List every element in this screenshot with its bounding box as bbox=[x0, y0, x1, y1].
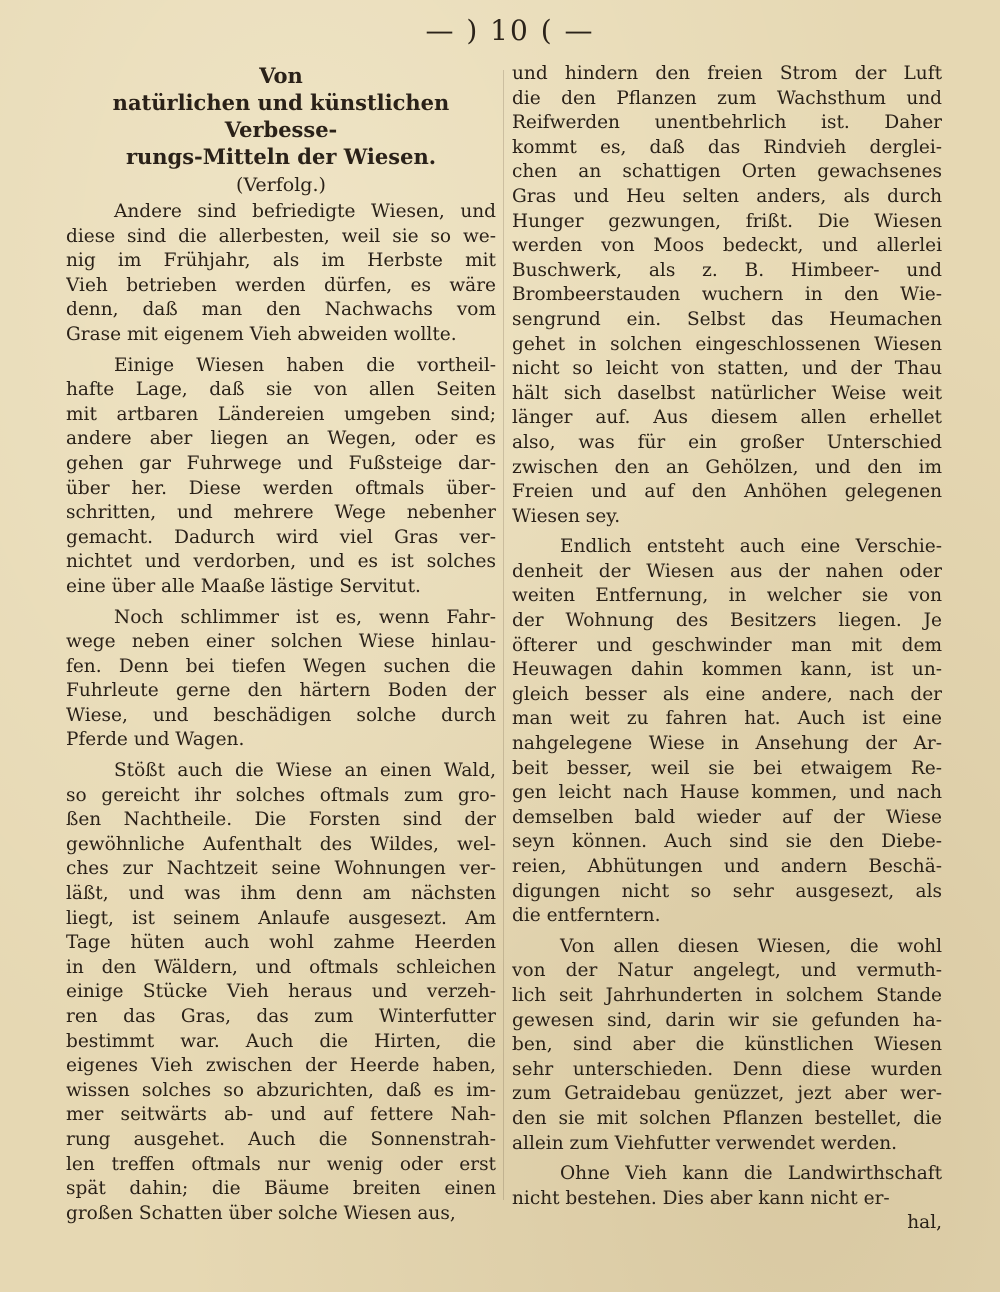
text-line: Heuwagen dahin kommen kann, ist un- bbox=[512, 659, 942, 681]
text-line: Pferde und Wagen. bbox=[66, 729, 245, 751]
text-line: ches zur Nachtzeit seine Wohnungen ver- bbox=[66, 858, 496, 880]
text-line: Buschwerk, als z. B. Himbeer- und bbox=[512, 259, 942, 281]
text-line: Fuhrleute gerne den härtern Boden der bbox=[66, 680, 496, 702]
text-line: nicht bestehen. Dies aber kann nicht er- bbox=[512, 1187, 890, 1209]
text-line: Wiese, und beschädigen solche durch bbox=[66, 704, 496, 726]
text-line: von der Natur angelegt, und vermuth- bbox=[512, 960, 942, 982]
text-line: Stößt auch die Wiese an einen Wald, bbox=[114, 760, 496, 782]
text-line: Endlich entsteht auch eine Verschie- bbox=[560, 536, 942, 558]
text-line: Gras und Heu selten anders, als durch bbox=[512, 185, 942, 207]
text-line: man weit zu fahren hat. Auch ist eine bbox=[512, 708, 942, 730]
text-line: nichtet und verdorben, und es ist solches bbox=[66, 551, 496, 573]
text-line: Brombeerstauden wuchern in den Wie- bbox=[512, 284, 942, 306]
text-line: reien, Abhütungen und andern Beschä- bbox=[512, 856, 942, 877]
article-heading bbox=[66, 62, 496, 170]
text-line: gen leicht nach Hause kommen, und nach bbox=[512, 782, 942, 804]
column-divider bbox=[503, 70, 504, 1200]
text-line: zum Getraidebau genüzzet, jezt aber wer- bbox=[512, 1083, 942, 1105]
left-column-body bbox=[66, 200, 496, 1226]
text-line: der Wohnung des Besitzers liegen. Je bbox=[512, 610, 942, 632]
text-line: digungen nicht so sehr ausgesezt, als bbox=[512, 880, 942, 902]
text-line: eine über alle Maaße lästige Servitut. bbox=[66, 575, 421, 597]
text-line: die den Pflanzen zum Wachsthum und bbox=[512, 87, 942, 109]
text-line: so gereicht ihr solches oftmals zum gro- bbox=[66, 784, 496, 806]
text-line: Freien und auf den Anhöhen gelegenen bbox=[512, 481, 942, 503]
text-line: schritten, und mehrere Wege nebenher bbox=[66, 502, 496, 524]
text-line: seyn können. Auch sind sie den Diebe- bbox=[512, 831, 942, 853]
text-line: liegt, ist seinem Anlaufe ausgesezt. Am bbox=[66, 907, 496, 929]
text-line: hafte Lage, daß sie von allen Seiten bbox=[66, 379, 496, 401]
text-line: Noch schlimmer ist es, wenn Fahr- bbox=[114, 606, 496, 628]
text-line: öfterer und geschwinder man mit dem bbox=[512, 634, 942, 656]
text-line: fen. Denn bei tiefen Wegen suchen die bbox=[66, 655, 496, 677]
text-line: ren das Gras, das zum Winterfutter bbox=[66, 1006, 496, 1027]
text-line: über her. Diese werden oftmals über- bbox=[66, 477, 496, 499]
heading-line: rungs-Mitteln der Wiesen. bbox=[125, 144, 437, 169]
text-line: Grase mit eigenem Vieh abweiden wollte. bbox=[66, 323, 457, 345]
text-line: mit artbaren Ländereien umgeben sind; bbox=[66, 403, 496, 425]
text-line: andere aber liegen an Wegen, oder es bbox=[66, 428, 496, 450]
text-line: den sie mit solchen Pflanzen bestellet, die bbox=[512, 1107, 942, 1129]
text-line: großen Schatten über solche Wiesen aus, bbox=[66, 1202, 456, 1224]
text-line: zwischen den an Gehölzen, und den im bbox=[512, 456, 942, 478]
paragraph bbox=[512, 1162, 942, 1211]
text-line: sehr unterschieden. Denn diese wurden bbox=[512, 1058, 942, 1080]
text-line: gleich besser als eine andere, nach der bbox=[512, 683, 942, 705]
text-line: Einige Wiesen haben die vortheil- bbox=[114, 354, 496, 376]
text-line: eigenes Vieh zwischen der Heerde haben, bbox=[66, 1055, 496, 1077]
text-line: gewesen sind, darin wir sie gefunden ha- bbox=[512, 1009, 942, 1031]
text-line: gehet in solchen eingeschlossenen Wiesen bbox=[512, 333, 942, 355]
text-line: lich seit Jahrhunderten in solchem Stande bbox=[512, 984, 942, 1006]
heading-line: Von bbox=[259, 63, 303, 88]
text-line: gewöhnliche Aufenthalt des Wildes, wel- bbox=[66, 833, 496, 855]
text-line: Tage hüten auch wohl zahme Heerden bbox=[66, 932, 496, 954]
paragraph bbox=[512, 935, 942, 1156]
text-line: kommt es, daß das Rindvieh derglei- bbox=[512, 136, 942, 158]
page-number: — ) 10 ( — bbox=[425, 14, 595, 47]
text-line: ben, sind aber die künstlichen Wiesen bbox=[512, 1034, 942, 1056]
paragraph bbox=[66, 354, 496, 600]
catchword: hal, bbox=[907, 1212, 942, 1234]
text-line: weiten Entfernung, in welcher sie von bbox=[512, 585, 942, 607]
paragraph bbox=[66, 759, 496, 1226]
right-column-body bbox=[512, 62, 942, 1211]
text-line: einige Stücke Vieh heraus und verzeh- bbox=[66, 981, 496, 1003]
text-line: denheit der Wiesen aus der nahen oder bbox=[512, 560, 942, 582]
text-line: nicht so leicht von statten, und der Thau bbox=[512, 358, 942, 380]
text-line: Von allen diesen Wiesen, die wohl bbox=[560, 935, 942, 957]
text-line: bestimmt war. Auch die Hirten, die bbox=[66, 1030, 496, 1052]
text-line: und hindern den freien Strom der Luft bbox=[512, 63, 942, 84]
text-line: die entferntern. bbox=[512, 905, 661, 927]
text-line: nahgelegene Wiese in Ansehung der Ar- bbox=[512, 733, 942, 755]
paragraph bbox=[512, 535, 942, 929]
text-line: chen an schattigen Orten gewachsenes bbox=[512, 161, 942, 183]
text-line: gehen gar Fuhrwege und Fußsteige dar- bbox=[66, 452, 496, 474]
text-line: spät dahin; die Bäume breiten einen bbox=[66, 1178, 496, 1200]
text-line: also, was für ein großer Unterschied bbox=[512, 431, 942, 453]
left-column bbox=[66, 62, 496, 1226]
text-line: Ohne Vieh kann die Landwirthschaft bbox=[560, 1163, 942, 1185]
heading-line: natürlichen und künstlichen Verbesse- bbox=[112, 90, 450, 142]
text-line: diese sind die allerbesten, weil sie so we- bbox=[66, 225, 496, 247]
text-line: Wiesen sey. bbox=[512, 505, 621, 527]
paragraph bbox=[66, 200, 496, 348]
text-line: in den Wäldern, und oftmals schleichen bbox=[66, 956, 496, 978]
text-line: Vieh betrieben werden dürfen, es wäre bbox=[66, 274, 496, 296]
article-subheading: (Verfolg.) bbox=[236, 174, 326, 196]
text-line: läßt, und was ihm denn am nächsten bbox=[66, 883, 496, 905]
text-line: beit besser, weil sie bei etwaigem Re- bbox=[512, 757, 942, 779]
text-line: nig im Frühjahr, als im Herbste mit bbox=[66, 250, 496, 272]
text-line: rung ausgehet. Auch die Sonnenstrah- bbox=[66, 1128, 496, 1150]
text-line: Andere sind befriedigte Wiesen, und bbox=[114, 201, 496, 222]
text-line: wege neben einer solchen Wiese hinlau- bbox=[66, 631, 496, 653]
text-line: sengrund ein. Selbst das Heumachen bbox=[512, 308, 942, 330]
right-column bbox=[512, 62, 942, 1236]
text-line: mer seitwärts ab- und auf fettere Nah- bbox=[66, 1104, 496, 1126]
text-line: Hunger gezwungen, frißt. Die Wiesen bbox=[512, 210, 942, 232]
text-line: werden von Moos bedeckt, und allerlei bbox=[512, 235, 942, 257]
paragraph bbox=[66, 606, 496, 754]
text-line: demselben bald wieder auf der Wiese bbox=[512, 806, 942, 828]
text-line: wissen solches so abzurichten, daß es im- bbox=[66, 1079, 496, 1101]
text-line: allein zum Viehfutter verwendet werden. bbox=[512, 1132, 897, 1154]
text-line: ßen Nachtheile. Die Forsten sind der bbox=[66, 809, 496, 831]
text-line: gemacht. Dadurch wird viel Gras ver- bbox=[66, 526, 496, 548]
text-line: hält sich daselbst natürlicher Weise weit bbox=[512, 382, 942, 404]
text-line: länger auf. Aus diesem allen erhellet bbox=[512, 407, 942, 429]
text-line: Reifwerden unentbehrlich ist. Daher bbox=[512, 112, 942, 134]
paragraph bbox=[512, 62, 942, 529]
text-line: len treffen oftmals nur wenig oder erst bbox=[66, 1153, 496, 1175]
text-line: denn, daß man den Nachwachs vom bbox=[66, 299, 496, 321]
